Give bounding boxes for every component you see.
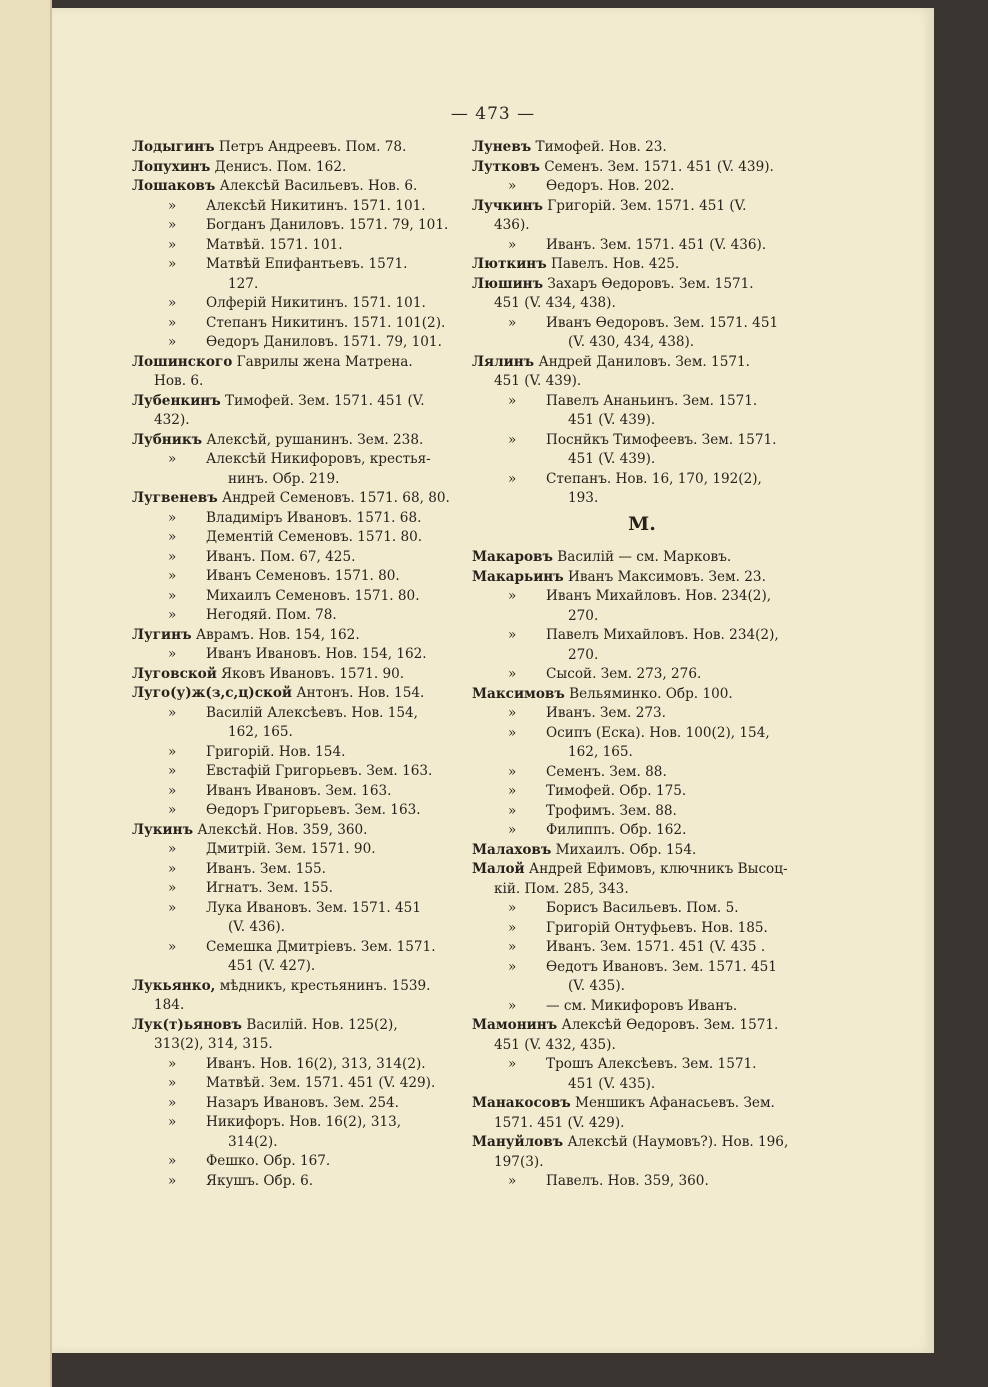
index-subentry <box>132 255 504 294</box>
ditto-mark: » <box>168 880 177 896</box>
entry-text: Павелъ. Нов. 359, 360. <box>546 1173 709 1189</box>
ditto-mark: » <box>508 1056 517 1072</box>
ditto-mark: » <box>168 529 177 545</box>
index-entry <box>472 568 844 588</box>
ditto-mark: » <box>168 802 177 818</box>
entry-text: Григорій. Нов. 154. <box>206 743 346 760</box>
right-column-top <box>472 138 844 509</box>
entry-text: Иванъ Михайловъ. Нов. 234(2), <box>546 588 772 604</box>
entry-continuation: 162, 165. <box>228 724 293 740</box>
ditto-mark: » <box>168 938 177 955</box>
entry-surname: Малаховъ <box>472 841 552 858</box>
ditto-mark: » <box>168 509 177 526</box>
entry-text: Алексѣй (Наумовъ?). Нов. 196, <box>567 1134 789 1150</box>
index-subentry <box>472 782 844 802</box>
entry-text: Василій — см. Марковъ. <box>557 549 732 565</box>
index-subentry <box>132 509 504 529</box>
entry-surname: Лукьянко, <box>132 977 216 994</box>
index-entry <box>132 177 504 197</box>
entry-text: Семенъ. Зем. 1571. 451 (V. 439). <box>544 158 774 175</box>
index-subentry <box>472 899 844 919</box>
ditto-mark: » <box>168 295 177 311</box>
entry-text: Дементій Семеновъ. 1571. 80. <box>206 529 423 545</box>
entry-text: Григорій Онтуфьевъ. Нов. 185. <box>546 919 768 936</box>
entry-text: Степанъ. Нов. 16, 170, 192(2), <box>546 470 762 487</box>
entry-text: Григорій. Зем. 1571. 451 (V. <box>547 197 747 214</box>
ditto-mark: » <box>508 919 517 936</box>
entry-continuation: Нов. 6. <box>154 373 204 389</box>
ditto-mark: » <box>508 236 517 253</box>
entry-continuation: 314(2). <box>228 1133 278 1150</box>
entry-text: Иванъ Максимовъ. Зем. 23. <box>568 568 766 585</box>
ditto-mark: » <box>508 783 517 799</box>
index-subentry <box>132 197 504 217</box>
index-entry <box>132 158 504 178</box>
index-entry <box>472 1016 844 1055</box>
entry-surname: Лучкинъ <box>472 197 543 214</box>
entry-surname: Лутковъ <box>472 158 540 175</box>
index-subentry <box>132 782 504 802</box>
page-number: — 473 — <box>450 104 536 124</box>
entry-text: Поснйкъ Тимофеевъ. Зем. 1571. <box>546 431 777 448</box>
entry-continuation: 451 (V. 427). <box>228 958 316 974</box>
entry-surname: Малой <box>472 861 525 877</box>
entry-text: Андрей Даниловъ. Зем. 1571. <box>538 353 750 370</box>
entry-text: Денисъ. Пом. 162. <box>214 158 347 175</box>
ditto-mark: » <box>168 1075 177 1091</box>
index-subentry <box>132 704 504 743</box>
index-subentry <box>132 743 504 763</box>
entry-text: Якушъ. Обр. 6. <box>206 1172 314 1189</box>
ditto-mark: » <box>168 1153 177 1169</box>
index-subentry <box>132 1172 504 1192</box>
index-entry <box>132 1016 504 1055</box>
ditto-mark: » <box>168 217 177 233</box>
entry-continuation: 270. <box>568 646 599 663</box>
ditto-mark: » <box>508 1173 517 1189</box>
index-subentry <box>132 645 504 665</box>
facing-page-edge <box>0 0 52 1387</box>
entry-continuation: 197(3). <box>494 1153 544 1170</box>
index-subentry <box>132 528 504 548</box>
index-subentry <box>472 802 844 822</box>
entry-surname: Лукинъ <box>132 821 193 838</box>
entry-text: Яковъ Ивановъ. 1571. 90. <box>221 665 405 682</box>
entry-surname: Макаровъ <box>472 549 553 565</box>
index-entry <box>472 275 844 314</box>
index-entry <box>132 977 504 1016</box>
index-entry <box>132 392 504 431</box>
entry-continuation: 162, 165. <box>568 744 633 760</box>
entry-surname: Луго(у)ж(з,с,ц)ской <box>132 685 292 701</box>
entry-text: Михаилъ. Обр. 154. <box>555 841 697 858</box>
entry-continuation: 451 (V. 434, 438). <box>494 295 616 311</box>
entry-continuation: 313(2), 314, 315. <box>154 1036 273 1052</box>
index-entry <box>472 197 844 236</box>
entry-text: Ѳедотъ Ивановъ. Зем. 1571. 451 <box>546 958 777 975</box>
left-column <box>132 138 504 1191</box>
index-subentry <box>472 665 844 685</box>
index-subentry <box>472 704 844 724</box>
ditto-mark: » <box>168 743 177 760</box>
index-subentry <box>132 450 504 489</box>
index-subentry <box>472 626 844 665</box>
entry-continuation: (V. 436). <box>228 919 285 935</box>
index-subentry <box>472 587 844 626</box>
entry-text: Алексѣй Васильевъ. Нов. 6. <box>219 178 418 194</box>
index-subentry <box>472 177 844 197</box>
entry-text: Иванъ. Пом. 67, 425. <box>206 548 356 565</box>
entry-text: Владиміръ Ивановъ. 1571. 68. <box>206 509 422 526</box>
ditto-mark: » <box>508 724 517 741</box>
ditto-mark: » <box>508 958 517 975</box>
entry-text: Борисъ Васильевъ. Пом. 5. <box>546 900 739 916</box>
ditto-mark: » <box>168 782 177 799</box>
index-subentry <box>132 938 504 977</box>
ditto-mark: » <box>168 841 177 857</box>
entry-text: Назаръ Ивановъ. Зем. 254. <box>206 1094 399 1111</box>
ditto-mark: » <box>508 666 517 682</box>
entry-text: Алексѣй Никитинъ. 1571. 101. <box>206 197 426 214</box>
entry-text: Иванъ Ѳедоровъ. Зем. 1571. 451 <box>546 314 779 331</box>
index-subentry <box>132 294 504 314</box>
ditto-mark: » <box>508 705 517 721</box>
ditto-mark: » <box>168 1055 177 1072</box>
index-subentry <box>472 392 844 431</box>
entry-surname: Мамонинъ <box>472 1017 558 1033</box>
index-entry <box>472 685 844 705</box>
entry-surname: Лошинского <box>132 353 233 370</box>
index-entry <box>132 665 504 685</box>
entry-text: Алексѣй, рушанинъ. Зем. 238. <box>206 431 424 448</box>
index-subentry <box>472 938 844 958</box>
index-entry <box>132 684 504 704</box>
entry-text: Иванъ. Зем. 273. <box>546 705 666 721</box>
ditto-mark: » <box>508 763 517 780</box>
entry-text: Трофимъ. Зем. 88. <box>546 802 677 819</box>
index-subentry <box>132 1094 504 1114</box>
index-entry <box>472 860 844 899</box>
index-subentry <box>132 1055 504 1075</box>
entry-text: Евстафій Григорьевъ. Зем. 163. <box>206 763 433 779</box>
ditto-mark: » <box>168 899 177 916</box>
entry-text: Андрей Семеновъ. 1571. 68, 80. <box>221 490 450 506</box>
entry-surname: Лугинъ <box>132 626 192 643</box>
entry-text: Матвѣй. Зем. 1571. 451 (V. 429). <box>206 1075 436 1091</box>
index-subentry <box>132 236 504 256</box>
entry-surname: Лугвеневъ <box>132 490 218 506</box>
ditto-mark: » <box>168 860 177 877</box>
entry-surname: Мануйловъ <box>472 1134 564 1150</box>
entry-surname: Лубенкинъ <box>132 392 221 409</box>
section-letter: М. <box>628 512 656 535</box>
index-subentry <box>132 1074 504 1094</box>
index-subentry <box>132 899 504 938</box>
entry-text: Фешко. Обр. 167. <box>206 1153 331 1169</box>
entry-text: Павелъ Михайловъ. Нов. 234(2), <box>546 627 779 643</box>
ditto-mark: » <box>168 236 177 253</box>
entry-text: Петръ Андреевъ. Пом. 78. <box>218 139 407 155</box>
ditto-mark: » <box>168 256 177 272</box>
entry-continuation: (V. 435). <box>568 978 625 994</box>
index-subentry <box>132 1113 504 1152</box>
entry-continuation: 127. <box>228 275 259 292</box>
index-entry <box>132 431 504 451</box>
index-entry <box>472 255 844 275</box>
entry-text: Дмитрій. Зем. 1571. 90. <box>206 841 376 857</box>
ditto-mark: » <box>168 197 177 214</box>
entry-text: Матвѣй. 1571. 101. <box>206 236 343 253</box>
entry-text: Никифоръ. Нов. 16(2), 313, <box>206 1114 402 1130</box>
ditto-mark: » <box>168 1094 177 1111</box>
index-entry <box>132 353 504 392</box>
entry-text: Олферій Никитинъ. 1571. 101. <box>206 295 426 311</box>
ditto-mark: » <box>508 178 517 194</box>
ditto-mark: » <box>508 314 517 331</box>
entry-continuation: 451 (V. 435). <box>568 1075 656 1092</box>
ditto-mark: » <box>168 587 177 604</box>
entry-text: Матвѣй Епифантьевъ. 1571. <box>206 256 408 272</box>
index-subentry <box>132 567 504 587</box>
entry-surname: Лодыгинъ <box>132 139 215 155</box>
entry-text: Тимофей. Нов. 23. <box>535 139 667 155</box>
ditto-mark: » <box>508 997 517 1014</box>
entry-continuation: нинъ. Обр. 219. <box>228 470 340 487</box>
index-entry <box>472 353 844 392</box>
entry-surname: Манакосовъ <box>472 1095 571 1111</box>
index-subentry <box>132 606 504 626</box>
index-entry <box>132 626 504 646</box>
entry-continuation: 451 (V. 439). <box>568 412 656 428</box>
entry-continuation: (V. 430, 434, 438). <box>568 334 695 350</box>
entry-text: мѣдникъ, крестьянинъ. 1539. <box>219 977 431 994</box>
entry-surname: Макарьинъ <box>472 568 564 585</box>
entry-continuation: 270. <box>568 607 599 624</box>
entry-text: Алексѣй. Нов. 359, 360. <box>197 821 368 838</box>
index-subentry <box>472 470 844 509</box>
entry-text: Тимофей. Зем. 1571. 451 (V. <box>225 392 425 409</box>
index-subentry <box>472 236 844 256</box>
ditto-mark: » <box>168 1172 177 1189</box>
index-subentry <box>132 333 504 353</box>
entry-surname: Максимовъ <box>472 685 565 702</box>
index-entry <box>132 138 504 158</box>
entry-text: Алексѣй Ѳедоровъ. Зем. 1571. <box>561 1017 779 1033</box>
entry-surname: Луговской <box>132 665 217 682</box>
entry-text: Аврамъ. Нов. 154, 162. <box>195 626 360 643</box>
entry-surname: Лопухинъ <box>132 158 211 175</box>
entry-text: Лука Ивановъ. Зем. 1571. 451 <box>206 899 421 916</box>
index-subentry <box>472 314 844 353</box>
entry-text: Сысой. Зем. 273, 276. <box>546 666 702 682</box>
index-entry <box>472 1133 844 1172</box>
entry-text: Захаръ Ѳедоровъ. Зем. 1571. <box>547 275 754 292</box>
ditto-mark: » <box>168 646 177 662</box>
entry-text: Иванъ. Зем. 1571. 451 (V. 436). <box>546 236 767 253</box>
ditto-mark: » <box>168 704 177 721</box>
ditto-mark: » <box>168 1114 177 1130</box>
index-entry <box>132 489 504 509</box>
index-subentry <box>132 548 504 568</box>
entry-text: Василій Алексѣевъ. Нов. 154, <box>206 704 419 721</box>
entry-continuation: 184. <box>154 997 185 1013</box>
ditto-mark: » <box>168 314 177 331</box>
entry-text: Ѳедоръ Григорьевъ. Зем. 163. <box>206 802 421 818</box>
index-subentry <box>132 879 504 899</box>
entry-surname: Лук(т)ьяновъ <box>132 1016 242 1033</box>
entry-continuation: кій. Пом. 285, 343. <box>494 880 629 897</box>
index-subentry <box>472 821 844 841</box>
index-subentry <box>132 216 504 236</box>
entry-text: Семешка Дмитріевъ. Зем. 1571. <box>206 938 436 955</box>
entry-surname: Лубникъ <box>132 431 203 448</box>
entry-text: Гаврилы жена Матрена. <box>236 353 413 370</box>
entry-text: Иванъ Ивановъ. Нов. 154, 162. <box>206 646 427 662</box>
index-subentry <box>132 801 504 821</box>
entry-text: Игнатъ. Зем. 155. <box>206 880 333 896</box>
entry-text: Иванъ. Зем. 155. <box>206 860 326 877</box>
ditto-mark: » <box>508 588 517 604</box>
entry-text: Семенъ. Зем. 88. <box>546 763 667 780</box>
index-subentry <box>132 587 504 607</box>
entry-text: Иванъ Ивановъ. Зем. 163. <box>206 782 392 799</box>
entry-text: Осипъ (Еска). Нов. 100(2), 154, <box>546 724 770 741</box>
index-subentry <box>132 840 504 860</box>
entry-text: Негодяй. Пом. 78. <box>206 607 337 623</box>
ditto-mark: » <box>508 802 517 819</box>
entry-continuation: 451 (V. 432, 435). <box>494 1036 616 1053</box>
entry-text: Антонъ. Нов. 154. <box>296 685 425 701</box>
entry-surname: Люткинъ <box>472 256 547 272</box>
index-entry <box>472 138 844 158</box>
index-subentry <box>132 1152 504 1172</box>
entry-continuation: 1571. 451 (V. 429). <box>494 1114 625 1131</box>
index-subentry <box>472 1055 844 1094</box>
entry-surname: Люшинъ <box>472 275 544 292</box>
entry-text: Тимофей. Обр. 175. <box>546 783 687 799</box>
entry-text: Степанъ Никитинъ. 1571. 101(2). <box>206 314 446 331</box>
entry-surname: Лялинъ <box>472 353 535 370</box>
ditto-mark: » <box>168 568 177 584</box>
entry-text: Трошъ Алексѣевъ. Зем. 1571. <box>546 1056 757 1072</box>
entry-text: Иванъ Семеновъ. 1571. 80. <box>206 568 400 584</box>
index-subentry <box>132 860 504 880</box>
entry-continuation: 451 (V. 439). <box>568 451 656 467</box>
index-entry <box>472 841 844 861</box>
entry-text: Павелъ Ананьинъ. Зем. 1571. <box>546 392 758 409</box>
entry-text: Василій. Нов. 125(2), <box>246 1016 398 1033</box>
entry-continuation: 436). <box>494 217 530 233</box>
index-subentry <box>472 958 844 997</box>
ditto-mark: » <box>508 392 517 409</box>
ditto-mark: » <box>168 763 177 779</box>
ditto-mark: » <box>508 627 517 643</box>
entry-text: Алексѣй Никифоровъ, крестья- <box>206 451 431 467</box>
right-column <box>472 138 844 1192</box>
entry-text: Андрей Ефимовъ, ключникъ Высоц- <box>528 861 788 877</box>
index-subentry <box>472 724 844 763</box>
entry-text: Вельяминко. Обр. 100. <box>569 685 733 702</box>
entry-text: Ѳедоръ. Нов. 202. <box>546 178 675 194</box>
entry-text: Меншикъ Афанасьевъ. Зем. <box>575 1095 775 1111</box>
index-subentry <box>472 431 844 470</box>
index-entry <box>132 821 504 841</box>
index-entry <box>472 548 844 568</box>
ditto-mark: » <box>508 431 517 448</box>
ditto-mark: » <box>508 470 517 487</box>
entry-continuation: 451 (V. 439). <box>494 373 582 389</box>
ditto-mark: » <box>168 334 177 350</box>
entry-text: Иванъ. Зем. 1571. 451 (V. 435 . <box>546 939 766 955</box>
index-entry <box>472 1094 844 1133</box>
right-column-bottom <box>472 548 844 1192</box>
ditto-mark: » <box>168 451 177 467</box>
entry-text: Ѳедоръ Даниловъ. 1571. 79, 101. <box>206 334 442 350</box>
entry-text: Михаилъ Семеновъ. 1571. 80. <box>206 587 420 604</box>
index-subentry <box>472 763 844 783</box>
entry-continuation: 193. <box>568 490 599 506</box>
ditto-mark: » <box>168 607 177 623</box>
book-page <box>52 8 934 1353</box>
ditto-mark: » <box>508 900 517 916</box>
entry-surname: Лошаковъ <box>132 178 216 194</box>
entry-text: — см. Микифоровъ Иванъ. <box>546 997 738 1014</box>
index-subentry <box>472 919 844 939</box>
index-subentry <box>472 1172 844 1192</box>
index-subentry <box>132 762 504 782</box>
index-entry <box>472 158 844 178</box>
entry-text: Павелъ. Нов. 425. <box>551 256 680 272</box>
index-subentry <box>472 997 844 1017</box>
ditto-mark: » <box>508 939 517 955</box>
ditto-mark: » <box>508 822 517 838</box>
entry-continuation: 432). <box>154 412 190 428</box>
entry-surname: Луневъ <box>472 139 532 155</box>
entry-text: Филиппъ. Обр. 162. <box>546 822 687 838</box>
ditto-mark: » <box>168 548 177 565</box>
entry-text: Иванъ. Нов. 16(2), 313, 314(2). <box>206 1055 426 1072</box>
index-subentry <box>132 314 504 334</box>
entry-text: Богданъ Даниловъ. 1571. 79, 101. <box>206 217 449 233</box>
